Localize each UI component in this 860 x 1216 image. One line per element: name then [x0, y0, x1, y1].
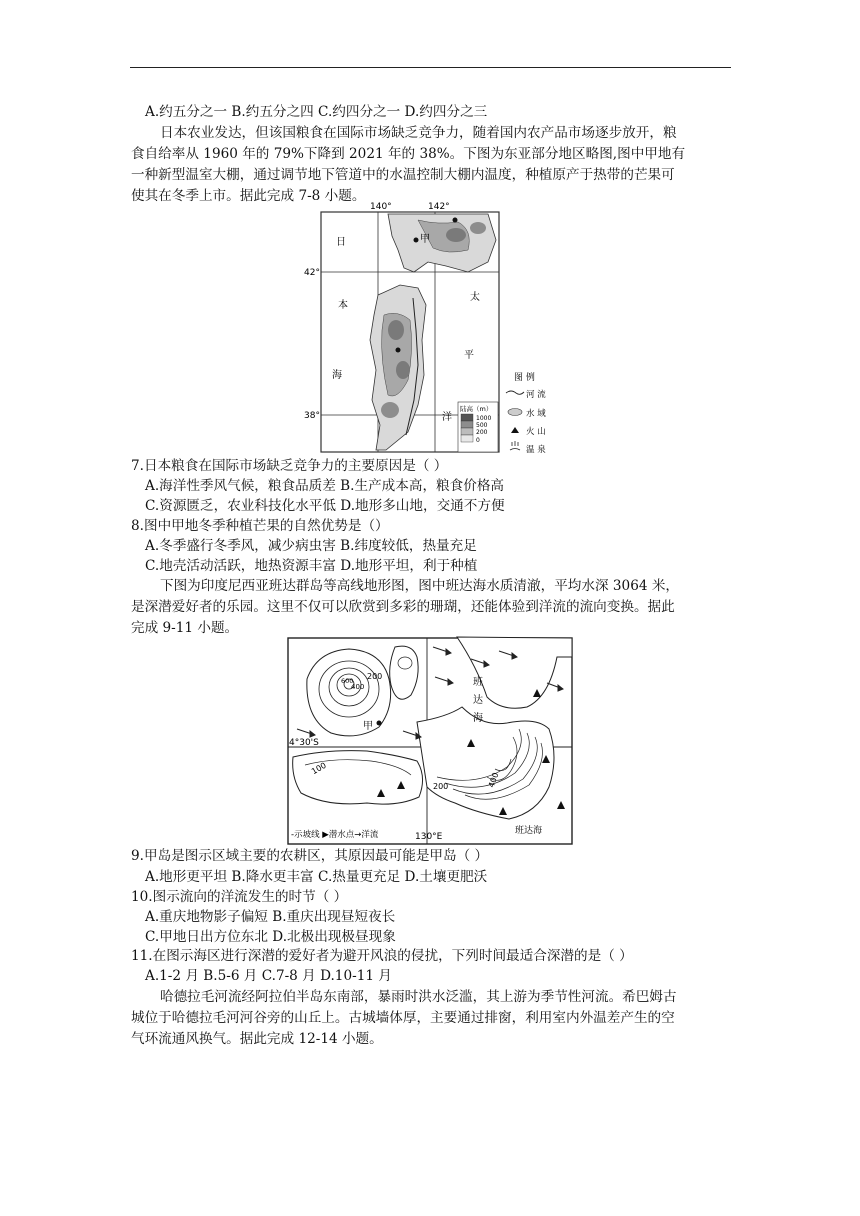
hotspring-icon	[510, 441, 520, 450]
legend-hotspring: 温 泉	[526, 445, 546, 455]
island-jia-label: 甲	[363, 721, 373, 732]
passage1-line4: 使其在冬季上市。据此完成 7-8 小题。	[131, 188, 366, 204]
q9-opt1: A.地形更平坦 B.降水更丰富 C.热量更充足 D.土壤更肥沃	[145, 869, 488, 885]
elev-0: 0	[476, 437, 480, 444]
legend-water: 水 域	[526, 409, 546, 419]
legend-volcano: 火 山	[526, 427, 546, 437]
banda-sea-label: 班达海	[515, 826, 543, 836]
passage2-line3: 完成 9-11 小题。	[131, 620, 239, 636]
volcano-icon	[511, 427, 519, 433]
contour-600: 600	[341, 677, 354, 685]
passage3-line2: 城位于哈德拉毛河河谷旁的山丘上。古城墙体厚，主要通过排窗，利用室内外温差产生的空	[131, 1010, 675, 1026]
japan-map	[304, 200, 548, 455]
elev-title: 陆高（m）	[460, 405, 493, 413]
river-icon	[506, 391, 524, 394]
contour-200: 200	[367, 672, 383, 681]
sea-ri: 日	[336, 237, 346, 248]
sea-ben: 本	[338, 300, 348, 311]
lon-label-140: 140°	[370, 202, 392, 212]
sea-hai: 海	[473, 713, 483, 724]
place-jia: 甲	[420, 234, 430, 245]
q10-opt2: C.甲地日出方位东北 D.北极出现极昼现象	[145, 929, 396, 945]
q6-options: A.约五分之一 B.约五分之四 C.约四分之一 D.约四分之三	[145, 104, 488, 120]
lon-label: 130°E	[415, 832, 443, 842]
q7-opt2: C.资源匮乏，农业科技化水平低 D.地形多山地，交通不方便	[145, 498, 505, 514]
ocean-tai: 太	[470, 292, 480, 303]
q8-opt1: A.冬季盛行冬季风，减少病虫害 B.纬度较低，热量充足	[145, 538, 477, 554]
q11-stem: 11.在图示海区进行深潜的爱好者为避开风浪的侵扰，下列时间最适合深潜的是（ ）	[131, 948, 633, 964]
passage2-line1: 下图为印度尼西亚班达群岛等高线地形图，图中班达海水质清澈，平均水深 3064 米，	[160, 578, 680, 594]
elev-1000: 1000	[476, 415, 492, 422]
q9-stem: 9.甲岛是图示区域主要的农耕区，其原因最可能是甲岛（ ）	[131, 848, 489, 864]
passage3-line3: 气环流通风换气。据此完成 12-14 小题。	[131, 1031, 383, 1047]
passage3-line1: 哈德拉毛河流经阿拉伯半岛东南部，暴雨时洪水泛滥，其上游为季节性河流。希巴姆古	[160, 989, 677, 1005]
sea-hai: 海	[332, 370, 342, 381]
lat-label-42: 42°	[304, 268, 320, 278]
contour-400-right: 400	[486, 771, 501, 789]
q11-opt1: A.1-2 月 B.5-6 月 C.7-8 月 D.10-11 月	[145, 968, 392, 984]
legend-river: 河 流	[526, 390, 546, 400]
water-icon	[508, 409, 522, 416]
q8-stem: 8.图中甲地冬季种植芒果的自然优势是（）	[131, 518, 389, 534]
ocean-ping: 平	[464, 350, 474, 361]
elev-200: 200	[476, 429, 488, 436]
passage1-line1: 日本农业发达，但该国粮食在国际市场缺乏竞争力，随着国内农产品市场逐步放开，粮	[160, 125, 677, 141]
banda-map	[287, 637, 573, 845]
lat-label-38: 38°	[304, 411, 320, 421]
legend-title: 图 例	[514, 373, 535, 383]
header-rule	[130, 67, 731, 68]
map2-legend: -示坡线 ▶潜水点→洋流	[291, 830, 379, 840]
ocean-yang: 洋	[442, 412, 452, 423]
passage1-line3: 一种新型温室大棚，通过调节地下管道中的水温控制大棚内温度，种植原产于热带的芒果可	[131, 167, 675, 183]
q8-opt2: C.地壳活动活跃，地热资源丰富 D.地形平坦，利于种植	[145, 558, 478, 574]
q7-opt1: A.海洋性季风气候，粮食品质差 B.生产成本高，粮食价格高	[145, 478, 505, 494]
passage2-line2: 是深潜爱好者的乐园。这里不仅可以欣赏到多彩的珊瑚，还能体验到洋流的流向变换。据此	[131, 599, 675, 615]
q7-stem: 7.日本粮食在国际市场缺乏竞争力的主要原因是（ ）	[131, 458, 448, 474]
sea-da: 达	[473, 695, 483, 706]
q10-opt1: A.重庆地物影子偏短 B.重庆出现昼短夜长	[145, 909, 396, 925]
q10-stem: 10.图示流向的洋流发生的时节（ ）	[131, 889, 348, 905]
elev-500: 500	[476, 422, 488, 429]
lat-label: 4°30'S	[289, 738, 319, 748]
contour-400: 400	[351, 683, 365, 691]
contour-200-right: 200	[433, 782, 449, 791]
lon-label-142: 142°	[428, 202, 450, 212]
sea-ban: 班	[473, 677, 483, 688]
contour-100: 100	[310, 760, 328, 777]
passage1-line2: 食自给率从 1960 年的 79%下降到 2021 年的 38%。下图为东亚部分地区略图,图中甲地有	[131, 146, 686, 162]
